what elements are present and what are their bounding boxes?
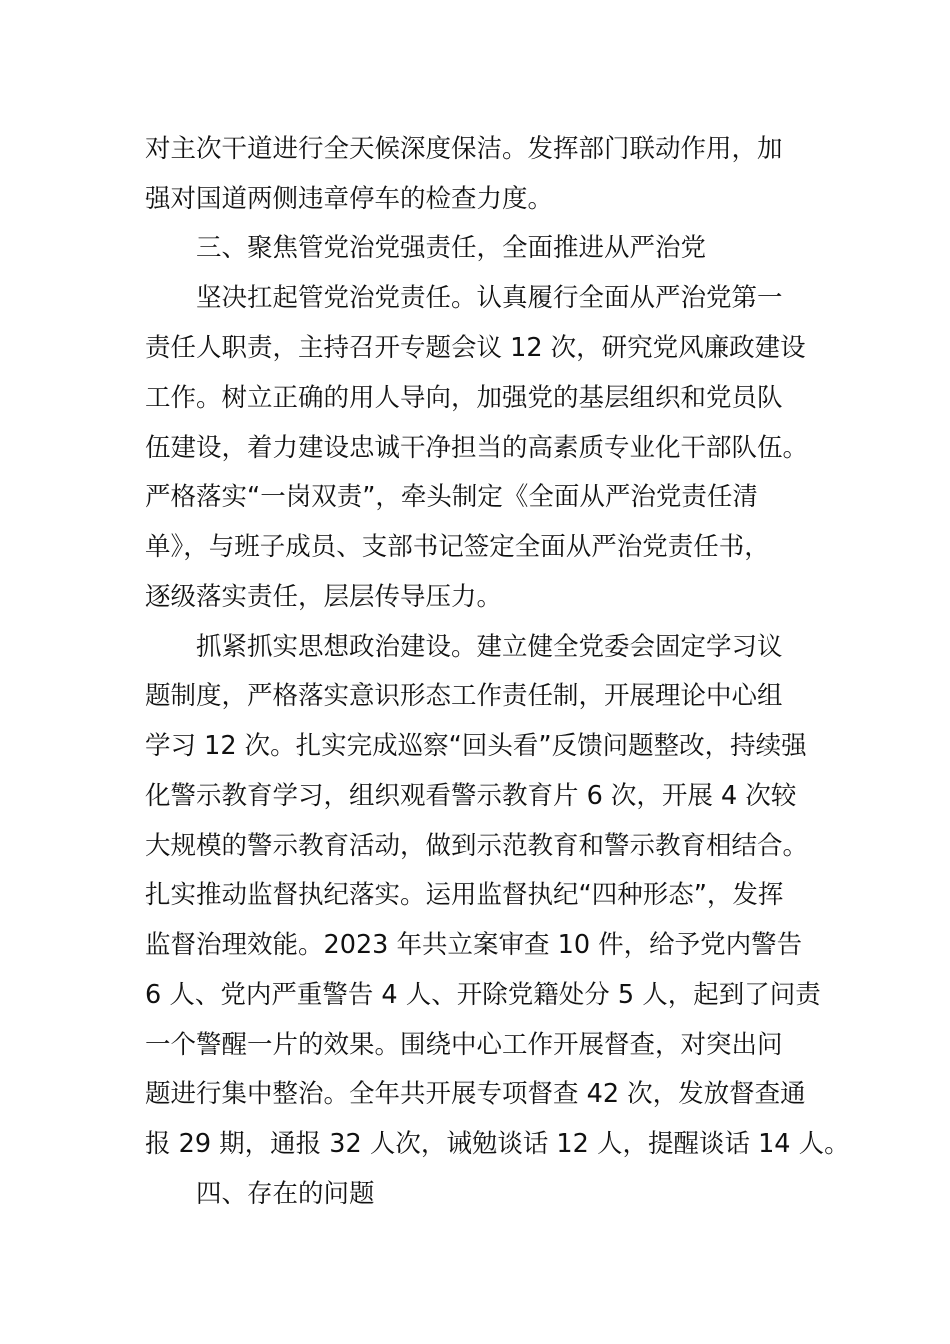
- text-line: 严格落实“一岗双责”，牵头制定《全面从严治党责任清: [145, 482, 758, 512]
- text-line: 工作。树立正确的用人导向，加强党的基层组织和党员队: [145, 383, 783, 413]
- text-line: 单》，与班子成员、支部书记签定全面从严治党责任书，: [145, 532, 770, 562]
- text-line: 监督治理效能。2023 年共立案审查 10 件，给予党内警告: [145, 930, 803, 960]
- text-line: 学习 12 次。扎实完成巡察“回头看”反馈问题整改，持续强: [145, 731, 807, 761]
- text-line: 大规模的警示教育活动，做到示范教育和警示教育相结合。: [145, 831, 809, 861]
- text-line: 坚决扛起管党治党责任。认真履行全面从严治党第一: [196, 283, 783, 313]
- section-heading: 四、存在的问题: [196, 1179, 375, 1209]
- section-heading: 三、聚焦管党治党强责任，全面推进从严治党: [196, 233, 707, 263]
- text-line: 抓紧抓实思想政治建设。建立健全党委会固定学习议: [196, 632, 783, 662]
- text-line: 报 29 期，通报 32 人次，诫勉谈话 12 人，提醒谈话 14 人。: [145, 1129, 850, 1159]
- text-line: 责任人职责，主持召开专题会议 12 次，研究党风廉政建设: [145, 333, 806, 363]
- text-line: 一个警醒一片的效果。围绕中心工作开展督查，对突出问: [145, 1030, 783, 1060]
- text-line: 逐级落实责任，层层传导压力。: [145, 582, 503, 612]
- text-line: 强对国道两侧违章停车的检查力度。: [145, 184, 554, 214]
- text-line: 化警示教育学习，组织观看警示教育片 6 次，开展 4 次较: [145, 781, 797, 811]
- text-line: 6 人、党内严重警告 4 人、开除党籍处分 5 人，起到了问责: [145, 980, 821, 1010]
- text-line: 伍建设，着力建设忠诚干净担当的高素质专业化干部队伍。: [145, 433, 809, 463]
- text-line: 对主次干道进行全天候深度保洁。发挥部门联动作用，加: [145, 134, 783, 164]
- text-line: 扎实推动监督执纪落实。运用监督执纪“四种形态”，发挥: [145, 880, 784, 910]
- text-line: 题制度，严格落实意识形态工作责任制，开展理论中心组: [145, 681, 783, 711]
- text-line: 题进行集中整治。全年共开展专项督查 42 次，发放督查通: [145, 1079, 806, 1109]
